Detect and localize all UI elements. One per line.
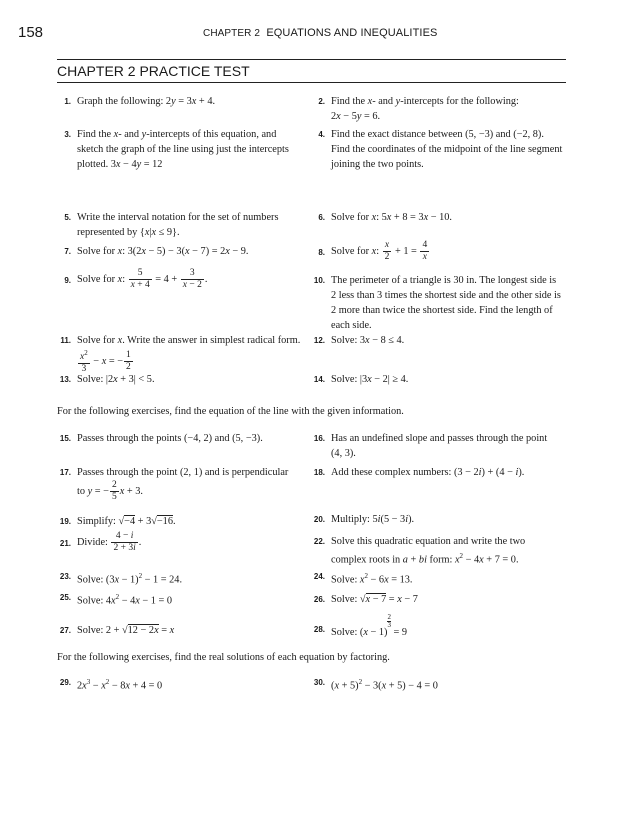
problem-number: 18.	[313, 468, 325, 477]
problem-number: 17.	[59, 468, 71, 477]
problem-number: 24.	[313, 572, 325, 581]
chapter-title: EQUATIONS AND INEQUALITIES	[266, 27, 438, 39]
instructions-lines: For the following exercises, find the equation of the line with the given information.	[57, 406, 404, 417]
problem-number: 26.	[313, 595, 325, 604]
problem-number: 1.	[64, 97, 71, 106]
section-rule	[57, 82, 566, 83]
problem-number: 13.	[59, 375, 71, 384]
problem-number: 7.	[64, 247, 71, 256]
problem-number: 27.	[59, 626, 71, 635]
problem-number: 16.	[313, 434, 325, 443]
problem-number: 30.	[313, 678, 325, 687]
problem-number: 3.	[64, 130, 71, 139]
problem-number: 20.	[313, 515, 325, 524]
chapter-label: CHAPTER 2	[203, 28, 261, 39]
problem-number: 12.	[313, 336, 325, 345]
problem-number: 29.	[59, 678, 71, 687]
page-number: 158	[18, 24, 44, 41]
problem-number: 25.	[59, 593, 71, 602]
problem-number: 6.	[318, 213, 325, 222]
instructions-factoring: For the following exercises, find the real solutions of each equation by factoring.	[57, 652, 390, 663]
problem-number: 9.	[64, 276, 71, 285]
problem-number: 22.	[313, 537, 325, 546]
problem-number: 11.	[60, 336, 71, 345]
problem-number: 23.	[59, 572, 71, 581]
problem-text-index	[0, 0, 1, 1]
problem-number: 15.	[59, 434, 71, 443]
problem-number: 2.	[318, 97, 325, 106]
running-header	[203, 27, 437, 39]
problem-number: 4.	[318, 130, 325, 139]
problem-number: 21.	[59, 539, 71, 548]
problem-number: 8.	[318, 248, 325, 257]
problem-number: 19.	[59, 517, 71, 526]
problem-number: 28.	[313, 625, 325, 634]
problem-number: 5.	[64, 213, 71, 222]
problem-number: 14.	[313, 375, 325, 384]
section-title: CHAPTER 2 PRACTICE TEST	[57, 63, 250, 79]
top-rule	[57, 59, 566, 60]
problem-number: 10.	[313, 276, 325, 285]
